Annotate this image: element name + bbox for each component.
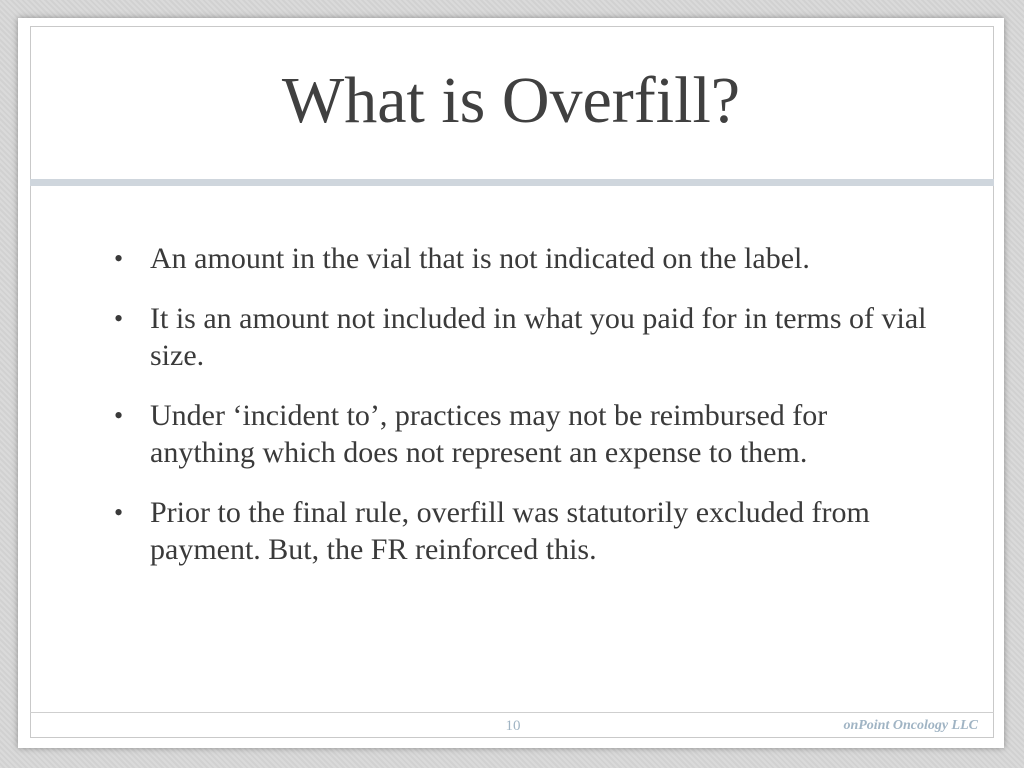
bullet-item [108,494,928,568]
footer-divider [30,712,994,713]
bullet-text: Prior to the final rule, overfill was statutorily excluded from payment. But, the FR reinforced this. [150,496,870,566]
bullet-point-icon: • [114,304,124,333]
slide [18,18,1004,748]
bullet-text: An amount in the vial that is not indicated on the label. [150,242,810,275]
bullet-text: Under ‘incident to’, practices may not be reimbursed for anything which does not represent an expense to them. [150,399,828,469]
company-name: onPoint Oncology LLC [843,718,978,733]
bullet-point-icon: • [114,401,124,430]
bullet-text: It is an amount not included in what you paid for in terms of vial size. [150,302,927,372]
bullet-item [108,300,928,374]
bullet-list [108,240,928,591]
bullet-point-icon: • [114,244,124,273]
page-number: 10 [505,718,521,734]
slide-title: What is Overfill? [281,64,741,137]
bullet-item [108,397,928,471]
bullet-item [108,240,928,277]
title-divider [30,179,994,186]
bullet-point-icon: • [114,498,124,527]
